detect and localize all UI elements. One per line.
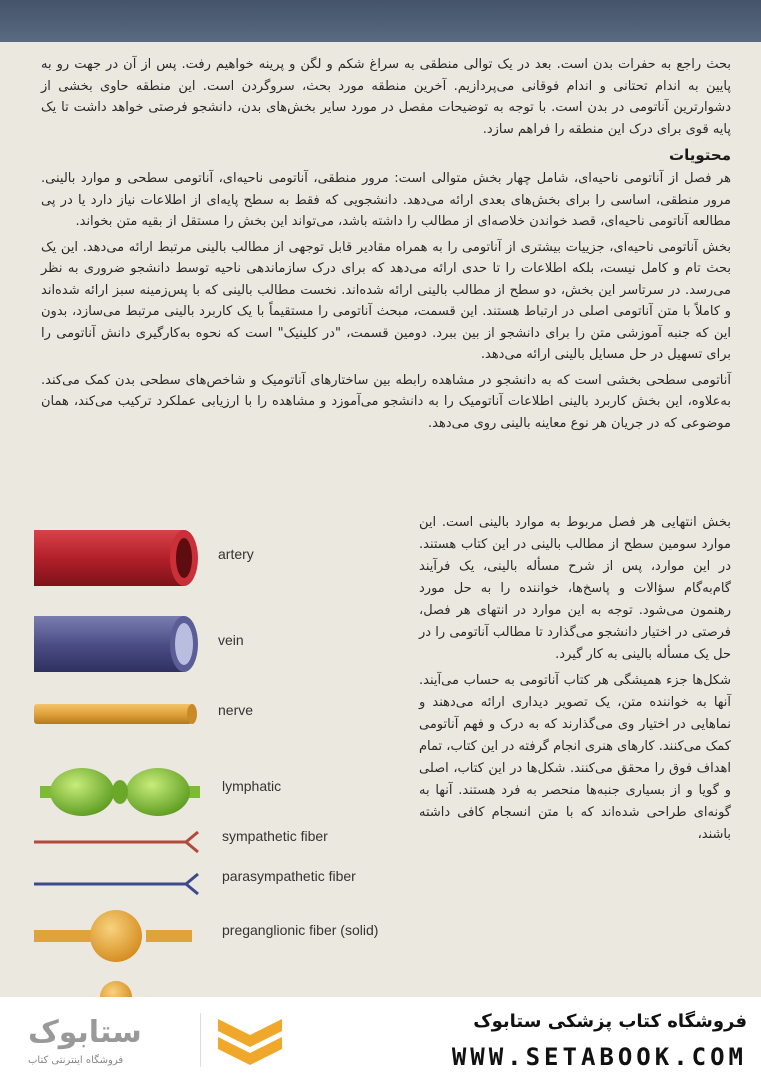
preganglionic-fiber-icon (34, 910, 192, 962)
page-edge-shadow (0, 0, 761, 42)
legend-label-sympathetic: sympathetic fiber (222, 828, 328, 844)
paragraph-1: هر فصل از آناتومی ناحیه‌ای، شامل چهار بخش متوالی است: مرور منطقی، آناتومی ناحیه‌ای، آناتومی سطحی و موارد بالینی. مرور منطقی، اساسی را برای بخش‌های بعدی ارائه می‌دهد. دانشجویی که فقط به سطح پایه‌ای از اطلاعات نیاز دارد یا در پی مطالعه آناتومی ناحیه‌ای، قصد خواندن خلاصه‌ای از مطالب را داشته باشد، می‌تواند این بخش را مستقل از بقیه متن بخواند. (41, 171, 731, 229)
lymphatic-icon (40, 768, 200, 816)
vein-icon (34, 616, 198, 672)
artery-icon (34, 530, 198, 586)
sympathetic-fiber-icon (34, 832, 198, 852)
legend-illustrations (0, 42, 420, 997)
nerve-icon (34, 704, 197, 724)
logo-divider (200, 1013, 201, 1067)
book-page (0, 42, 761, 997)
figures-paragraph: شکل‌ها جزء همیشگی هر کتاب آناتومی به حساب می‌آیند. آنها به خواننده متن، یک تصویر دیداری ارائه می‌دهند و نماهایی در اختیار وی می‌گذارند که به درک و فهم آناتومی کمک می‌کنند. کارهای هنری انجام گرفته در این کتاب، تمام اهداف فوق را محقق می‌کنند. شکل‌ها در این کتاب، اصلی و گویا و از بسیاری جنبه‌ها منحصر به فرد هستند. آنها به گونه‌ای طراحی شده‌اند که با متن انسجام کافی داشته باشند، (419, 673, 731, 842)
paragraph-2: بخش آناتومی ناحیه‌ای، جزییات بیشتری از آناتومی را به همراه مقادیر قابل توجهی از مطالب بالینی مرتبط ارائه می‌دهد. این یک بحث تام و کامل نیست، بلکه اطلاعات را تا حدی ارائه می‌دهد که برای درک سازماندهی ناحیه توسط دانشجو ضروری به نظر می‌رسد. در سرتاسر این بخش، دو سطح از مطالب بالینی ارائه شده‌اند. نخست مطالب بالینی که با پس‌زمینه سبز ارائه شده‌اند و کاملاً با متن آناتومی اصلی در ارتباط هستند. این قسمت، مبحث آناتومی را مستقیماً با یک کاربرد بالینی مرتبط می‌سازد، بدون این که جنبه آموزشی متن را برای دانشجو از بین ببرد. دومین قسمت، "در کلینیک" است که نحوه به‌کارگیری دانش آناتومی را برای تسهیل در حل مسایل بالینی ارائه می‌دهد. (41, 239, 731, 362)
paragraph-3: آناتومی سطحی بخشی است که به دانشجو در مشاهده رابطه بین ساختارهای آناتومیک و شاخص‌های سطحی بدن کمک می‌کند. به‌علاوه، این بخش کاربرد بالینی اطلاعات آناتومیک را به دانشجو می‌آموزد و مشاهده را با ارزیابی عملکرد ترکیب می‌کند، همان موضوعی که در جریان هر نوع معاینه بالینی روی می‌دهد. (41, 372, 731, 431)
legend-label-lymphatic: lymphatic (222, 778, 282, 794)
intro-paragraph: بحث راجع به حفرات بدن است. بعد در یک توالی منطقی به سراغ شکم و لگن و پرینه خواهیم رفت. پس از آن در جهت رو به پایین به اندام تحتانی و اندام فوقانی می‌پردازیم. آخرین منطقه مورد بحث، سروگردن است. این منطقه حاوی بخشی از دشوارترین آناتومی در بدن است. با توجه به توضیحات مفصل در مورد سایر بخش‌های بدن، دانشجو فرصتی خواهد داشت تا یک پایه قوی برای درک این منطقه را فراهم سازد. (41, 57, 731, 137)
footer-banner (0, 997, 761, 1080)
legend-label-artery: artery (218, 546, 254, 562)
legend-label-nerve: nerve (218, 702, 254, 718)
clinical-cases-paragraph: بخش انتهایی هر فصل مربوط به موارد بالینی است. این موارد سومین سطح از مطالب بالینی در این کتاب هستند. در این موارد، پس از شرح مسأله بالینی، یک فرآیند گام‌به‌گام سؤالات و پاسخ‌ها، خواننده را به حل مورد رهنمون می‌شود. توجه به این موارد در انتهای هر فصل، فرصتی در اختیار دانشجو می‌گذارد تا مطالب آناتومی را در حل یک مسأله بالینی به کار گیرد. (419, 515, 731, 662)
parasympathetic-fiber-icon (34, 874, 198, 894)
store-url[interactable]: WWW.SETABOOK.COM (451, 1043, 747, 1071)
narrow-text-column (419, 512, 731, 850)
legend-label-preganglionic: preganglionic fiber (solid) (222, 922, 379, 938)
section-heading: محتویات (669, 146, 731, 164)
store-logo[interactable]: ستابوک (28, 1015, 142, 1050)
partial-next-icon (100, 981, 132, 997)
legend-label-parasympathetic: parasympathetic fiber (222, 868, 356, 884)
chevron-logo-icon (218, 1013, 282, 1067)
legend-label-vein: vein (218, 632, 244, 648)
store-logo-subtitle: فروشگاه اینترنتی کتاب (28, 1055, 124, 1066)
store-title: فروشگاه کتاب پزشکی ستابوک (473, 1011, 747, 1032)
